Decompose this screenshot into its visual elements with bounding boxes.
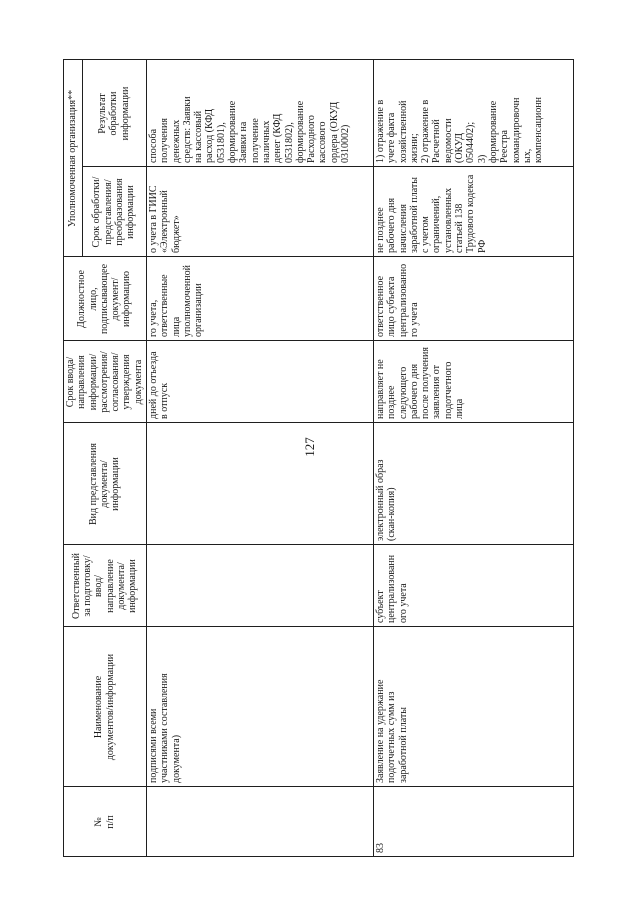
row2-processing-deadline: не позднее рабочего дня начисления заработной платы с учетом ограничений, установленных статьей 138 Трудового кодекса РФ <box>375 174 488 253</box>
row1-name: подписями всеми участниками составления документа) <box>148 673 182 783</box>
header-deadline: Срок ввода/ направления информации/ рассмотрения/ согласования/ утверждения документа <box>64 351 144 413</box>
row1-deadline: дней до отъезда в отпуск <box>148 351 171 419</box>
document-table <box>63 60 573 857</box>
row2-deadline: направляет не позднее следующего рабочего дня после получения заявления от подотчетного лица <box>375 347 466 419</box>
table-border-bottom <box>573 60 574 857</box>
row2-name: Заявление на удержание подотчетных сумм из заработной платы <box>375 679 409 783</box>
row2-responsible: субъект централизованн ого учета <box>375 554 409 623</box>
header-name: Наименование документов/информации <box>93 653 116 761</box>
header-authorized-group: Уполномоченная организация** <box>66 89 78 228</box>
header-kind: Вид представления документа/ информации <box>87 442 122 526</box>
row1-processing-result: способа получения денежных средств: Заявки на кассовый расход (КФД 0531801), формирование Заявки на получение наличных денег (КФД 0531802), формирование Расходного кассового ордера (ОКУД 0310002) <box>148 96 352 163</box>
header-responsible: Ответственный за подготовку/ ввод/ направление документа/ информации <box>70 553 139 619</box>
header-num: № п/п <box>93 815 116 829</box>
row2-num: 83 <box>375 843 386 853</box>
rotated-table-wrapper <box>63 60 573 857</box>
row2-official: ответственное лицо субъекта централизованно го учета <box>375 263 420 337</box>
row2-processing-result: 1) отражение в учете факта хозяйственной жизни; 2) отражение в Расчетной ведомости (ОКУД 0504402); 3) формирование Реестра командировочн ых, компенсационн <box>375 96 545 163</box>
row1-processing-deadline: о учета в ГИИС «Электронный бюджет» <box>148 185 182 253</box>
row2-kind: электронный образ (скан-копия) <box>375 459 398 541</box>
header-processing-result: Результат обработки информации <box>97 86 131 141</box>
header-official: Должностное лицо, подписывающее документ/ информацию <box>76 263 133 335</box>
page-number: 127 <box>302 437 317 457</box>
row1-official: го учета, ответственные лица уполномоченной организации <box>148 265 205 337</box>
header-processing-deadline: Срок обработки/ представления/ преобразования информации <box>91 176 137 248</box>
